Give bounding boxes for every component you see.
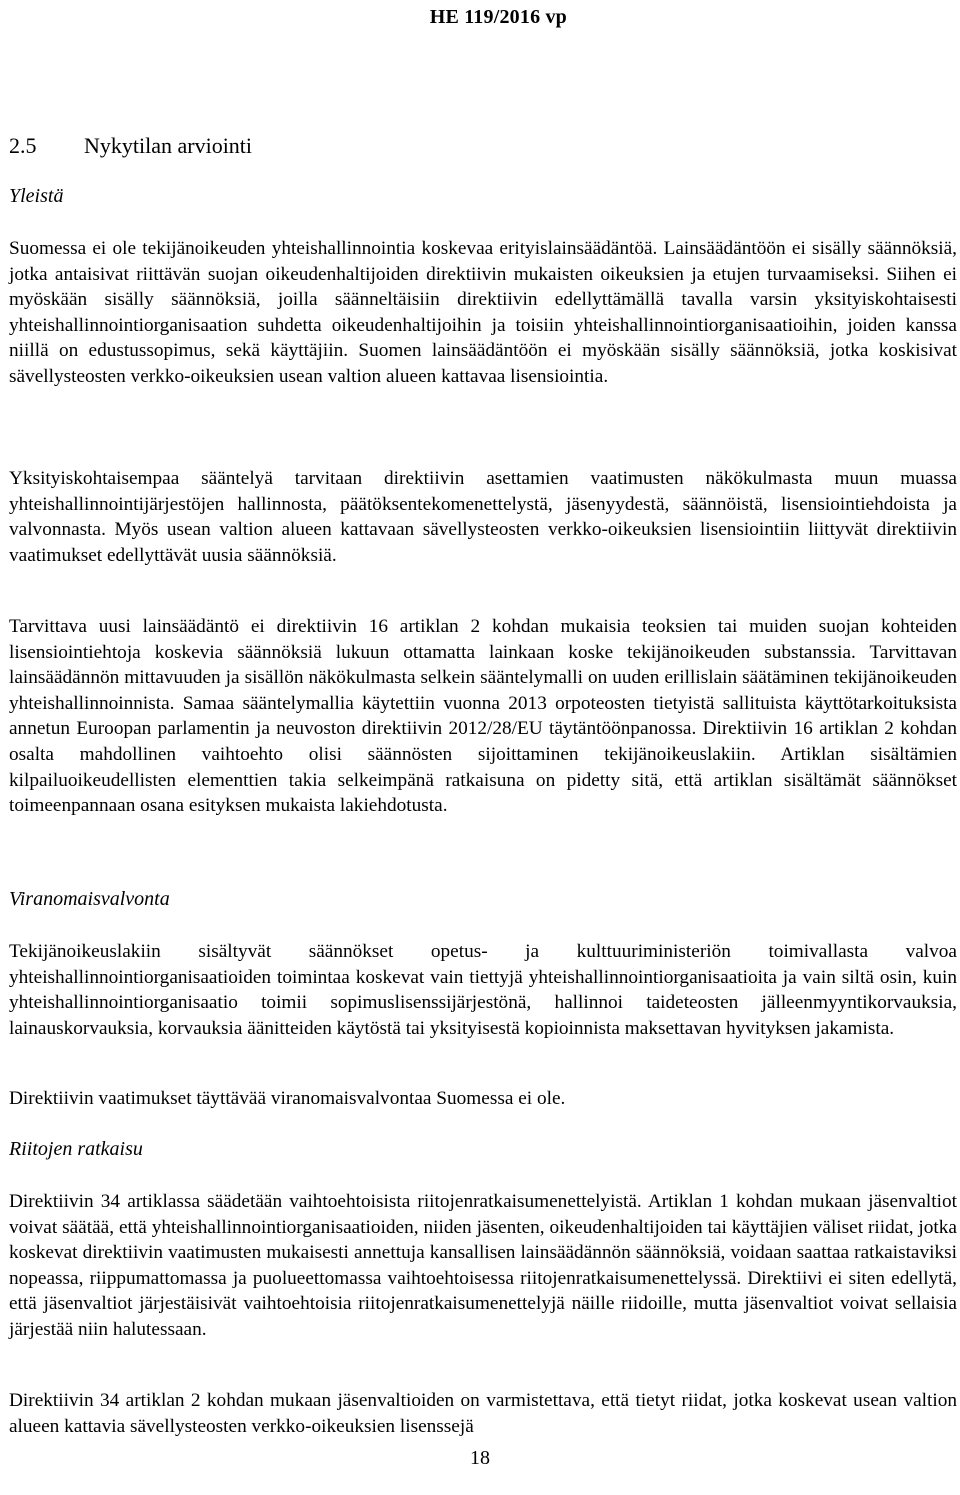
subheading-yleista: Yleistä — [9, 185, 64, 207]
paragraph: Suomessa ei ole tekijänoikeuden yhteishallinnointia koskevaa erityislainsäädäntöä. Lainsäädäntöön ei sisälly säännöksiä, jotka antaisivat riittävän suojan oikeudenhaltijoiden direktiivin mukaisten oikeuksien ja etujen turvaamiseksi. Siihen ei myöskään sisälly säännöksiä, joilla säänneltäisiin direktiivin edellyttämällä tavalla varsin yksityiskohtaisesti yhteishallinnointiorganisaation suhdetta oikeudenhaltijoihin ja toisiin yhteishallinnointiorganisaatioihin, joiden kanssa niillä on edustussopimus, sekä käyttäjiin. Suomen lainsäädäntöön ei myöskään sisälly säännöksiä, jotka koskisivat sävellysteosten verkko-oikeuksien usean valtion alueen kattavaa lisensiointia. — [9, 238, 957, 387]
paragraph: Direktiivin 34 artiklan 2 kohdan mukaan jäsenvaltioiden on varmistettava, että tietyt riidat, jotka koskevat usean valtion alueen kattavia sävellysteosten verkko-oikeuksien lisenssejä — [9, 1390, 957, 1437]
paragraph: Direktiivin vaatimukset täyttävää viranomaisvalvontaa Suomessa ei ole. — [9, 1088, 566, 1109]
document-header-reference: HE 119/2016 vp — [429, 6, 567, 28]
page-number: 18 — [470, 1447, 490, 1469]
section-heading — [9, 133, 252, 159]
paragraph: Direktiivin 34 artiklassa säädetään vaihtoehtoisista riitojenratkaisumenettelyistä. Artiklan 1 kohdan mukaan jäsenvaltiot voivat säätää, että yhteishallinnointiorganisaatioiden, niiden jäsenten, oikeudenhaltijoiden tai käyttäjien väliset riidat, jotka koskevat direktiivin vaatimusten mukaisesti annettuja kansallisen lainsäädännön säännöksiä, voidaan saattaa ratkaistaviksi nopeassa, riippumattomassa ja puolueettomassa vaihtoehtoisessa riitojenratkaisumenettelyssä. Direktiivi ei siten edellytä, että jäsenvaltiot järjestäisivät vaihtoehtoisia riitojenratkaisumenettelyjä näille riidoille, mutta jäsenvaltiot voivat sellaisia järjestää niin halutessaan. — [9, 1191, 957, 1340]
section-title: Nykytilan arviointi — [84, 133, 253, 158]
paragraph: Tarvittava uusi lainsäädäntö ei direktiivin 16 artiklan 2 kohdan mukaisia teoksien tai muiden suojan kohteiden lisensiointiehtoja koskevia säännöksiä lukuun ottamatta lainkaan koske tekijänoikeuden substanssia. Tarvittavan lainsäädännön mittavuuden ja sisällön näkökulmasta selkein sääntelymalli on uuden erillislain säätäminen tekijänoikeuden yhteishallinnoinnista. Samaa sääntelymallia käytettiin vuonna 2013 orpoteosten tietyistä sallituista käyttötarkoituksista annetun Euroopan parlamentin ja neuvoston direktiivin 2012/28/EU täytäntöönpanossa. Direktiivin 16 artiklan 2 kohdan osalta mahdollinen vaihtoehto olisi säännösten sijoittaminen tekijänoikeuslakiin. Artiklan sisältämien kilpailuoikeudellisten elementtien takia selkeimpänä ratkaisuna on pidetty sitä, että artiklan sisältämät säännökset toimeenpannaan osana esityksen mukaista lakiehdotusta. — [9, 616, 957, 817]
section-number: 2.5 — [9, 133, 37, 158]
subheading-riitojen-ratkaisu: Riitojen ratkaisu — [9, 1138, 143, 1160]
paragraph: Yksityiskohtaisempaa sääntelyä tarvitaan direktiivin asettamien vaatimusten näkökulmasta muun muassa yhteishallinnointijärjestöjen hallinnosta, päätöksentekomenettelystä, jäsenyydestä, säännöistä, lisensiointiehdoista ja valvonnasta. Myös usean valtion alueen kattavaan sävellysteosten verkko-oikeuksien lisensiointiin liittyvät direktiivin vaatimukset edellyttävät uusia säännöksiä. — [9, 468, 957, 566]
paragraph: Tekijänoikeuslakiin sisältyvät säännökset opetus- ja kulttuuriministeriön toimivallasta valvoa yhteishallinnointiorganisaatioiden toimintaa koskevat vain tiettyjä yhteishallinnointiorganisaatioita ja vain siltä osin, kuin yhteishallinnointiorganisaatio toimii sopimuslisenssijärjestönä, hallinnoi taideteosten jälleenmyyntikorvauksia, lainauskorvauksia, korvauksia äänitteiden käytöstä tai yksityisestä kopioinnista maksettavan hyvityksen jakamista. — [9, 941, 957, 1039]
subheading-viranomaisvalvonta: Viranomaisvalvonta — [9, 888, 170, 910]
